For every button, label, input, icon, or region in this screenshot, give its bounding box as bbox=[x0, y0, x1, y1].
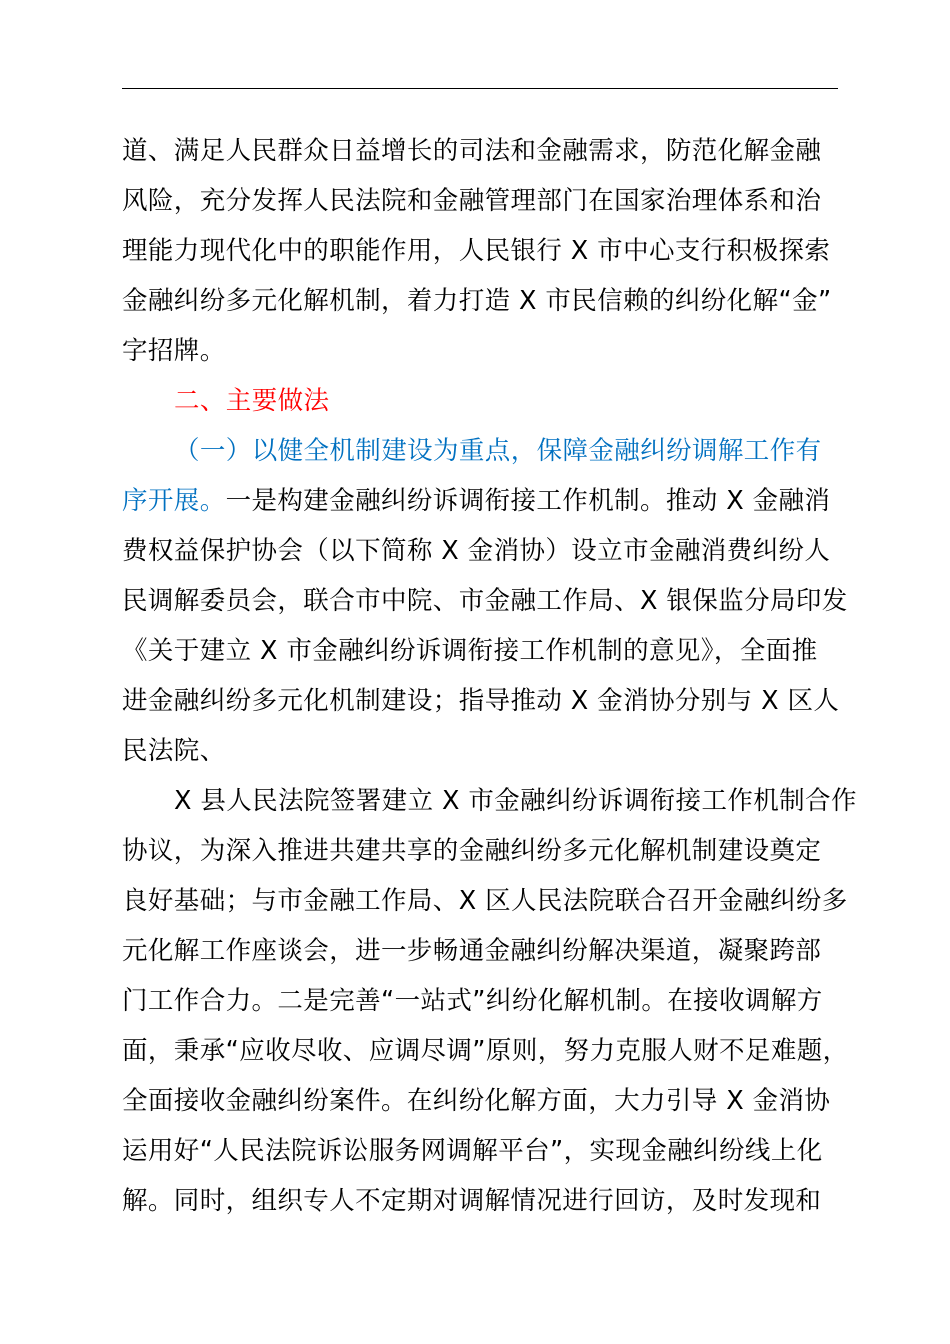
text-line: 道、满足人民群众日益增长的司法和金融需求，防范化解金融 bbox=[122, 136, 822, 166]
text-line: 民法院、 bbox=[122, 736, 226, 766]
text-line: 进金融纠纷多元化机制建设；指导推动 X 金消协分别与 X 区人 bbox=[122, 686, 840, 716]
text-line: 风险，充分发挥人民法院和金融管理部门在国家治理体系和治 bbox=[122, 186, 822, 216]
text-line: 《关于建立 X 市金融纠纷诉调衔接工作机制的意见》，全面推 bbox=[122, 636, 818, 666]
text-line: 元化解工作座谈会，进一步畅通金融纠纷解决渠道，凝聚跨部 bbox=[122, 936, 822, 966]
header-rule bbox=[122, 88, 838, 89]
document-body bbox=[122, 126, 857, 1226]
text-line: 良好基础；与市金融工作局、X 区人民法院联合召开金融纠纷多 bbox=[122, 886, 848, 916]
text-line: 门工作合力。二是完善“一站式”纠纷化解机制。在接收调解方 bbox=[122, 986, 823, 1016]
text-line bbox=[122, 476, 838, 526]
text-line: 运用好“人民法院诉讼服务网调解平台”，实现金融纠纷线上化 bbox=[122, 1136, 823, 1166]
text-line: 费权益保护协会（以下简称 X 金消协）设立市金融消费纠纷人 bbox=[122, 536, 831, 566]
text-fragment: 一是构建金融纠纷诉调衔接工作机制。推动 X 金融消 bbox=[225, 486, 831, 516]
text-line: 解。同时，组织专人不定期对调解情况进行回访，及时发现和 bbox=[122, 1186, 822, 1216]
text-line: 民调解委员会，联合市中院、市金融工作局、X 银保监分局印发 bbox=[122, 586, 848, 616]
section-heading: 二、主要做法 bbox=[174, 386, 330, 416]
text-line: X 县人民法院签署建立 X 市金融纠纷诉调衔接工作机制合作 bbox=[174, 786, 857, 816]
text-line: 金融纠纷多元化解机制，着力打造 X 市民信赖的纠纷化解“金” bbox=[122, 286, 832, 316]
subheading-end: 序开展。 bbox=[122, 486, 226, 516]
text-line: 面，秉承“应收尽收、应调尽调”原则，努力克服人财不足难题， bbox=[122, 1036, 849, 1066]
text-line: 协议，为深入推进共建共享的金融纠纷多元化解机制建设奠定 bbox=[122, 836, 822, 866]
text-line: 字招牌。 bbox=[122, 336, 226, 366]
subheading: （一）以健全机制建设为重点，保障金融纠纷调解工作有 bbox=[174, 436, 822, 466]
text-line: 理能力现代化中的职能作用，人民银行 X 市中心支行积极探索 bbox=[122, 236, 831, 266]
text-line: 全面接收金融纠纷案件。在纠纷化解方面，大力引导 X 金消协 bbox=[122, 1086, 831, 1116]
